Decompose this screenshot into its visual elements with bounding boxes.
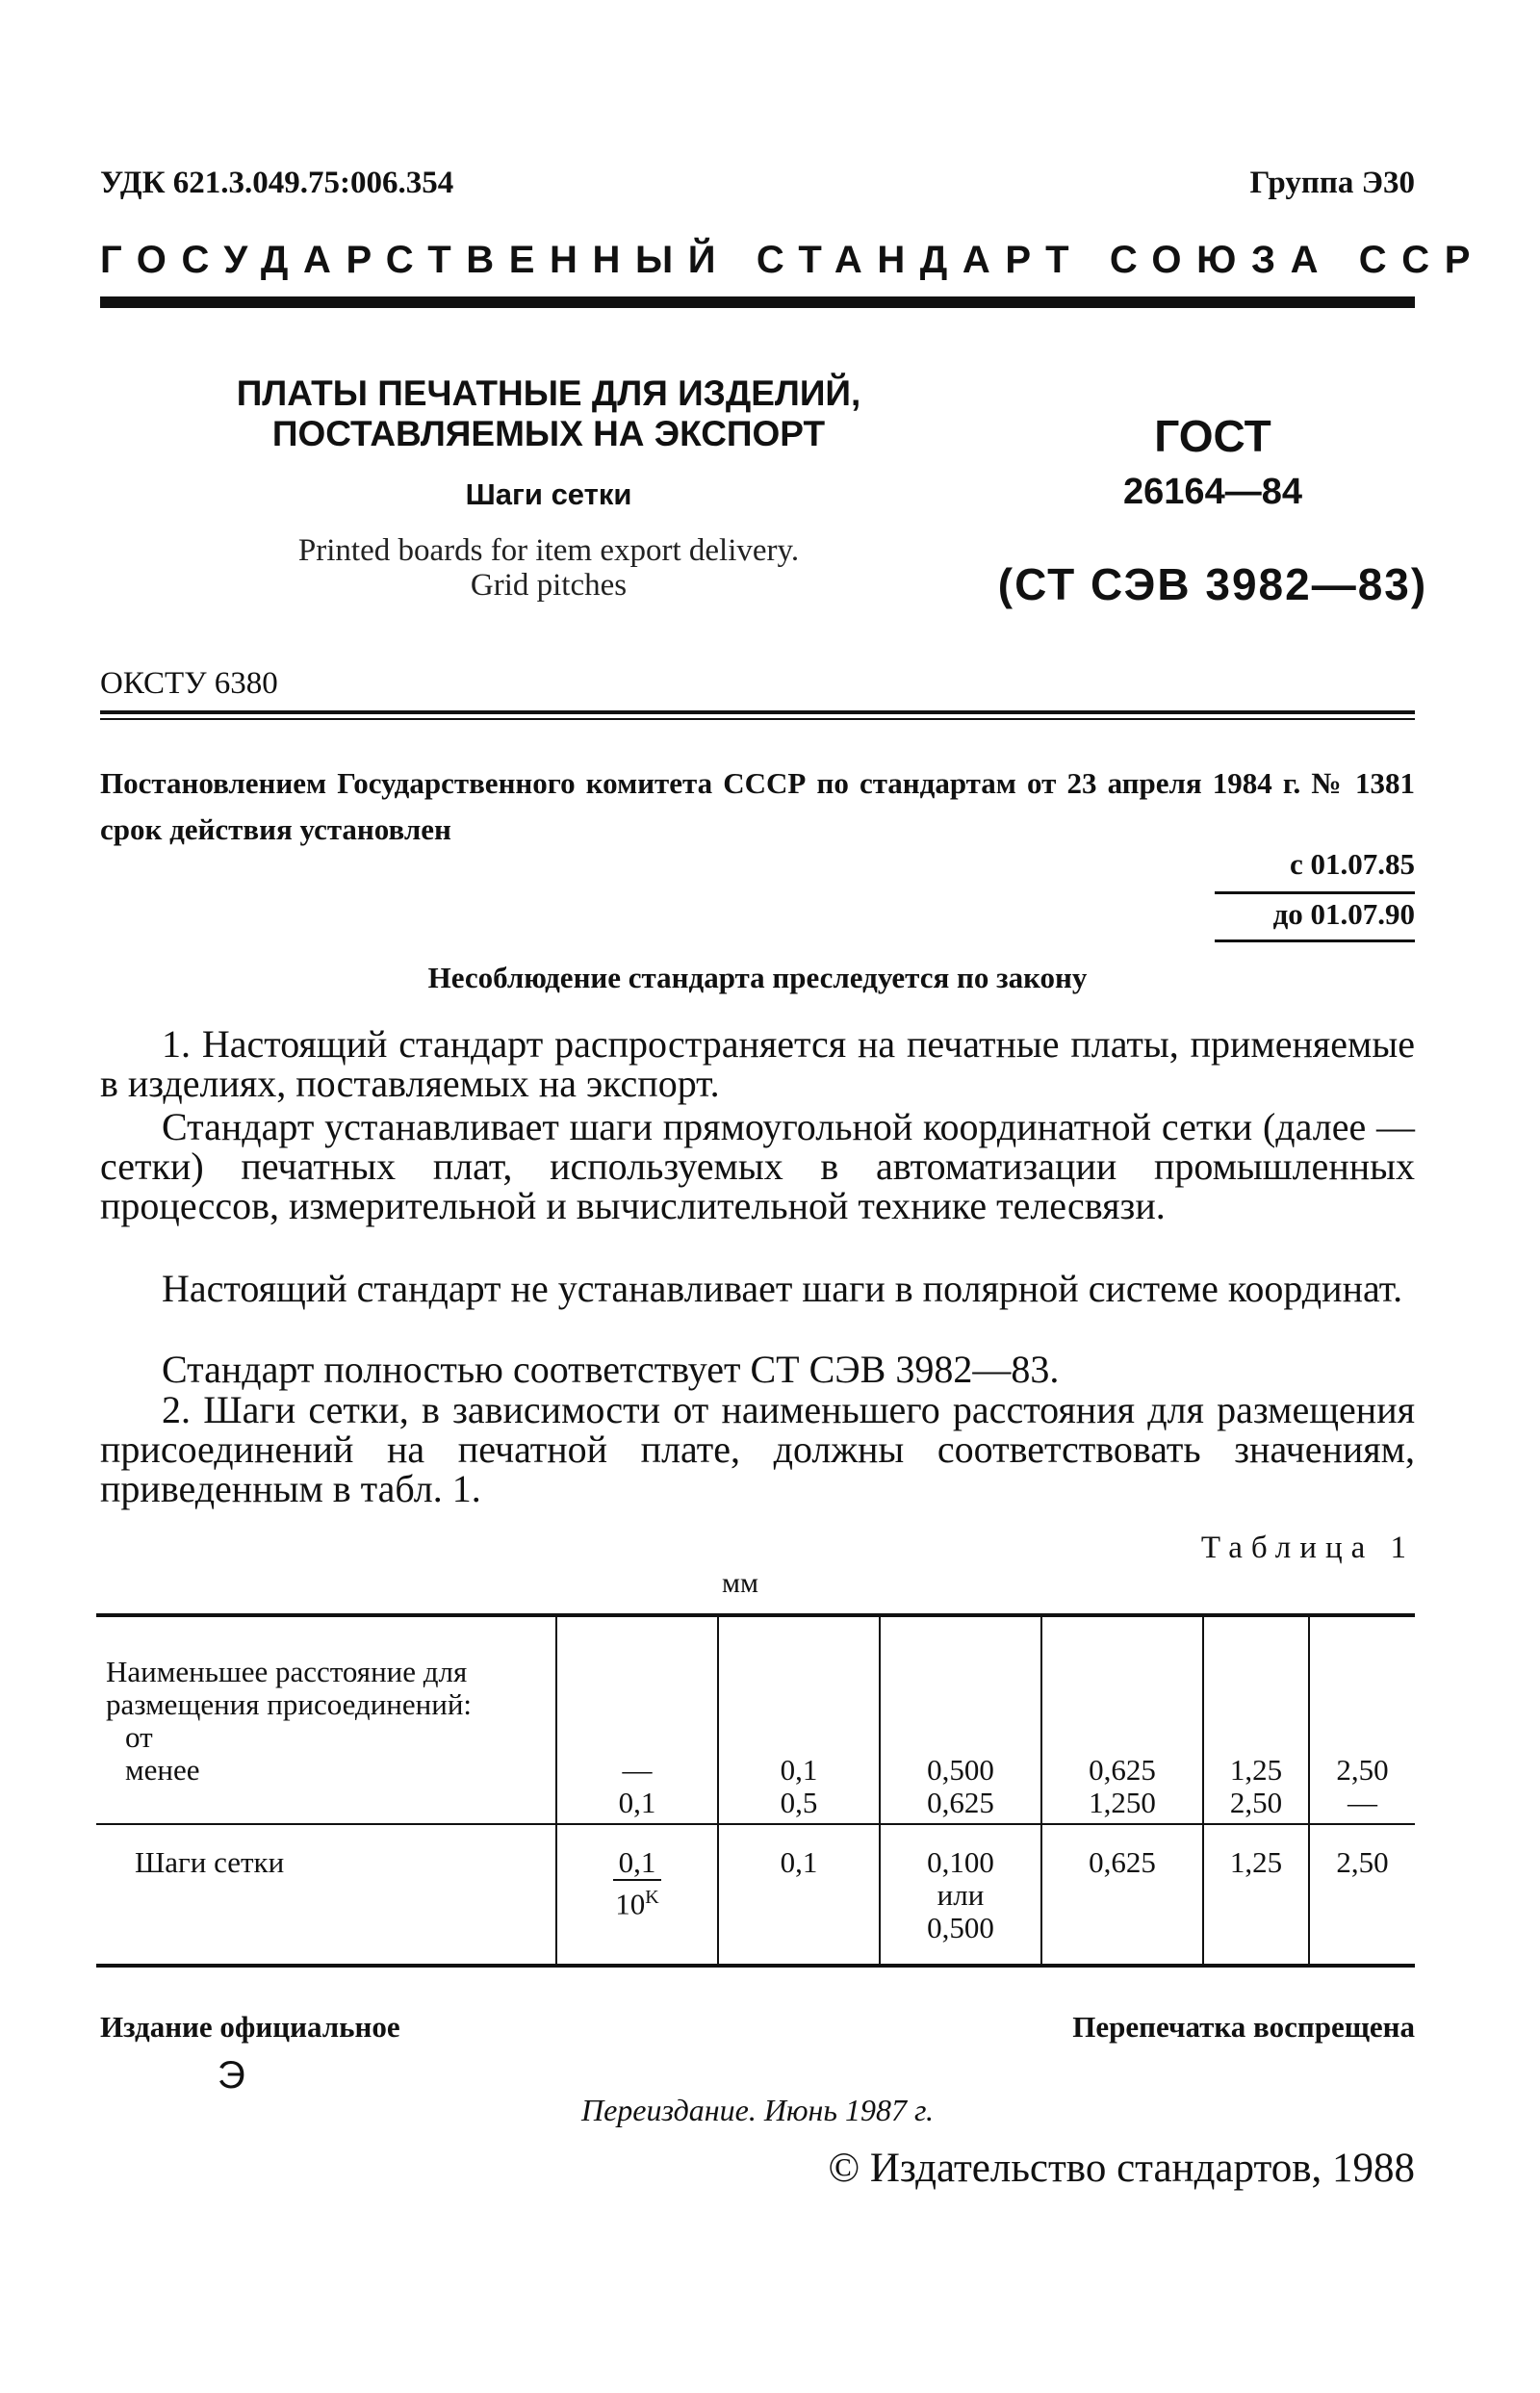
table-cell [1309,1615,1415,1824]
table-cell [880,1615,1041,1824]
table-caption: Таблица 1 [1200,1531,1415,1565]
from-label: от [125,1720,153,1754]
grid-pitch-table [96,1613,1415,1968]
decree-text: Постановлением Государственного комитета СССР по стандартам от 23 апреля 1984 г. № 1381 срок действия установлен [100,766,1415,846]
table-cell: 0,1 [718,1824,880,1966]
to-value: — [1348,1786,1377,1819]
to-label: менее [125,1753,200,1787]
pitch-denominator: 10 [615,1887,646,1921]
paragraph-1: 1. Настоящий стандарт распространяется на печатные платы, применяемые в изделиях, поставляемых на экспорт. [100,1022,1415,1105]
pitch-exponent: K [645,1887,659,1908]
distance-label: Наименьшее расстояние для размещения присоединений: [106,1655,473,1721]
table-cell: 1,25 [1203,1824,1309,1966]
okstu-rule-bottom [100,718,1415,720]
title-line-2: ПОСТАВЛЯЕМЫХ НА ЭКСПОРТ [271,414,826,453]
reissue-note: Переиздание. Июнь 1987 г. [580,2093,934,2127]
reprint-prohibited: Перепечатка воспрещена [1072,2010,1415,2044]
table-cell [1203,1615,1309,1824]
gost-label: ГОСТ [1154,411,1271,461]
copyright: © Издательство стандартов, 1988 [828,2146,1415,2191]
table-cell [718,1615,880,1824]
from-value: 2,50 [1336,1753,1389,1787]
pitch-or: или [937,1878,985,1912]
e-mark: Э [218,2054,245,2097]
to-value: 0,1 [618,1786,656,1819]
to-value: 1,250 [1089,1786,1156,1819]
from-value: 0,1 [780,1753,818,1787]
pitch-alt-value: 0,500 [927,1911,994,1944]
row-label-distance [96,1615,556,1824]
paragraph-5: 2. Шаги сетки, в зависимости от наименьшего расстояния для размещения присоединений на печатной плате, должны соответствовать значениям, приведенным в табл. 1. [100,1388,1415,1510]
law-notice: Несоблюдение стандарта преследуется по закону [427,961,1088,994]
to-value: 2,50 [1229,1786,1283,1819]
group-code: Группа Э30 [1249,166,1415,200]
paragraph-4: Стандарт полностью соответствует СТ СЭВ 3982—83. [162,1348,1060,1391]
okstu-rule-top [100,710,1415,714]
validity-rule-mid [1215,891,1415,894]
table-cell [880,1824,1041,1966]
from-value: 0,500 [927,1753,994,1787]
table-cell [1041,1615,1203,1824]
udk-code: УДК 621.3.049.75:006.354 [100,166,454,200]
pitch-label: Шаги сетки [135,1845,285,1879]
state-standard-banner: ГОСУДАРСТВЕННЫЙ СТАНДАРТ СОЮЗА ССР [100,239,1486,281]
from-value: 0,625 [1089,1753,1156,1787]
pitch-value: 0,100 [927,1845,994,1879]
english-title-line-1: Printed boards for item export delivery. [297,533,800,568]
table-row [96,1824,1415,1966]
paragraph-2: Стандарт устанавливает шаги прямоугольной координатной сетки (далее — сетки) печатных плат, используемых в автоматизации промышленных процессов, измерительной и вычислительной технике телесвязи. [100,1105,1415,1227]
okstu-code: ОКСТУ 6380 [100,666,278,701]
valid-from: с 01.07.85 [1289,847,1415,881]
gost-number: 26164—84 [1123,472,1302,512]
official-edition: Издание официальное [100,2010,400,2044]
to-value: 0,625 [927,1786,994,1819]
table-unit: мм [722,1567,758,1599]
table-cell [556,1615,718,1824]
subtitle: Шаги сетки [465,477,632,511]
table-cell: 0,625 [1041,1824,1203,1966]
st-sev-number: (СТ СЭВ 3982—83) [997,559,1428,609]
from-value: 1,25 [1229,1753,1283,1787]
title-line-1: ПЛАТЫ ПЕЧАТНЫЕ ДЛЯ ИЗДЕЛИЙ, [236,373,861,413]
validity-rule-bottom [1215,939,1415,942]
pitch-numerator: 0,1 [613,1846,662,1881]
table-cell: 2,50 [1309,1824,1415,1966]
valid-to: до 01.07.90 [1272,897,1415,931]
header-rule [100,296,1415,308]
english-title-line-2: Grid pitches [470,568,628,603]
paragraph-3: Настоящий стандарт не устанавливает шаги в полярной системе координат. [162,1267,1403,1310]
to-value: 0,5 [780,1786,818,1819]
from-value: — [622,1753,653,1787]
table-row [96,1615,1415,1824]
table-cell [556,1824,718,1966]
